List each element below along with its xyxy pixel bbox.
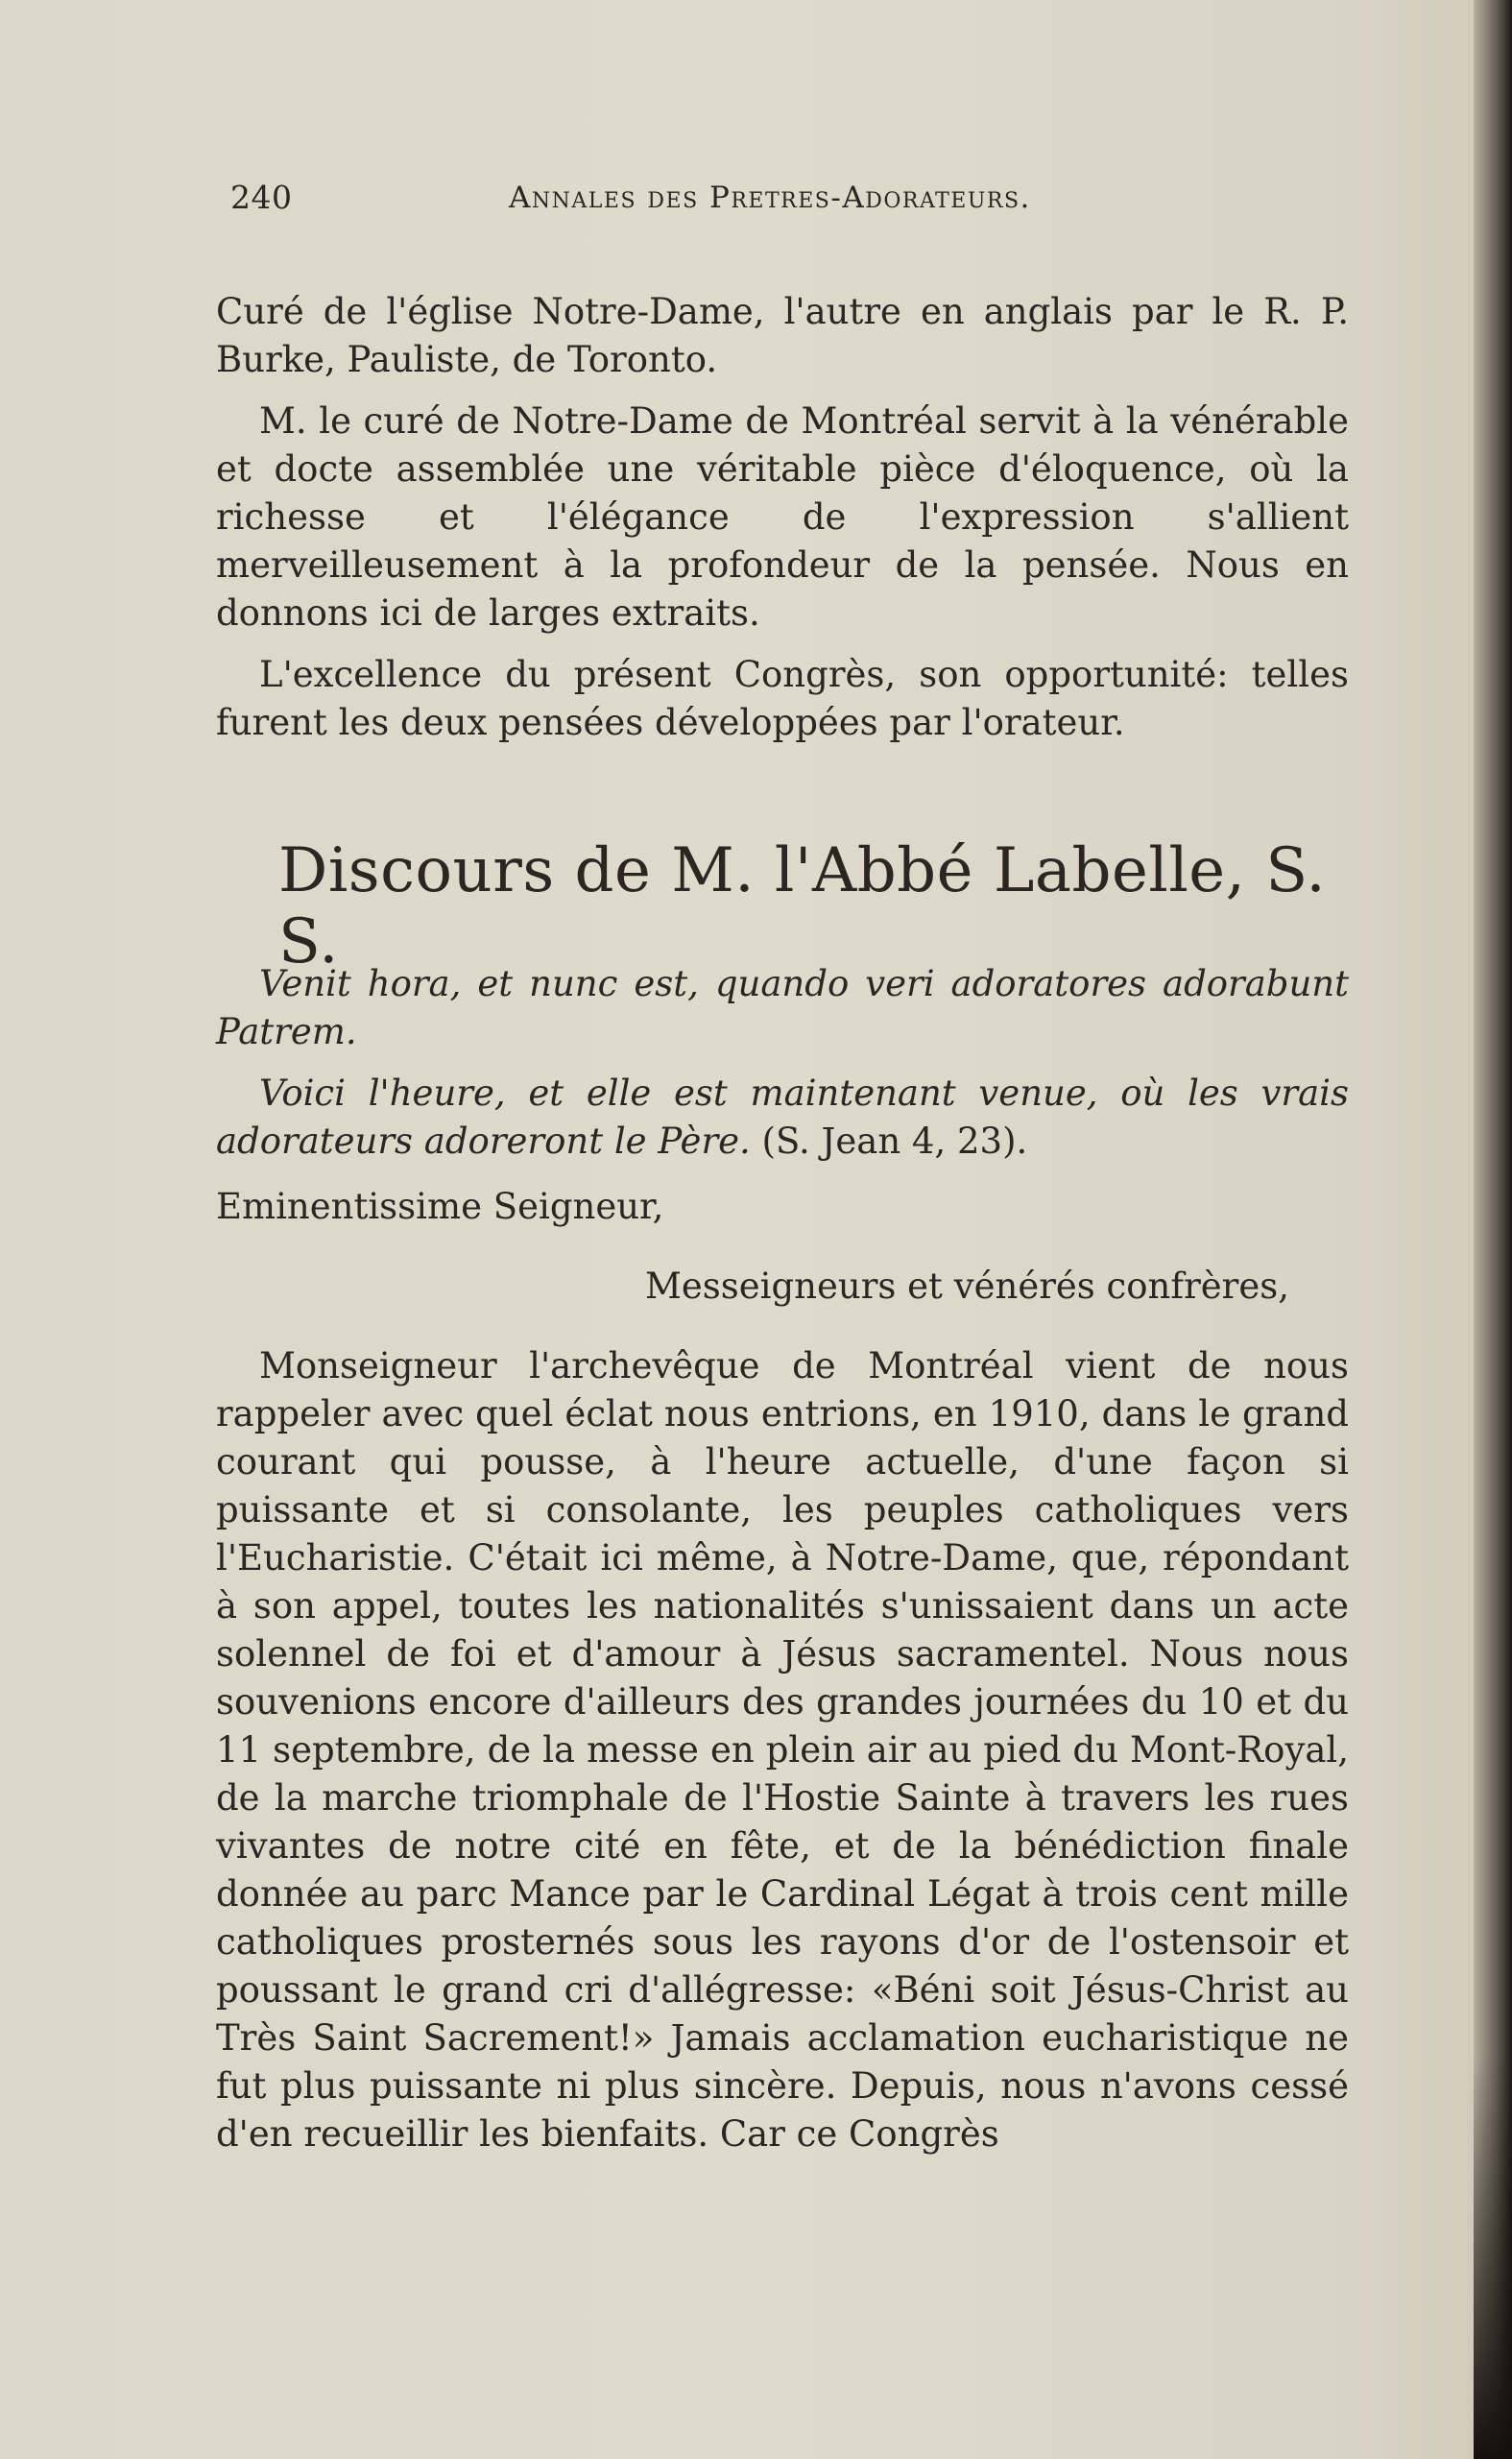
intro-paragraph: L'excellence du présent Congrès, son opportunité: telles furent les deux pensées développées par l'orateur. [216, 654, 1349, 743]
section-heading: Discours de M. l'Abbé Labelle, S. S. [278, 835, 1327, 977]
epigraph-latin: Venit hora, et nunc est, quando veri adoratores adorabunt Patrem. [216, 963, 1349, 1052]
intro-paragraph: Curé de l'église Notre-Dame, l'autre en anglais par le R. P. Burke, Pauliste, de Toronto. [216, 291, 1349, 380]
main-paragraph: Monseigneur l'archevêque de Montréal vient de nous rappeler avec quel éclat nous entrions, en 1910, dans le grand courant qui pousse, à l'heure actuelle, d'une façon si puissante et si consolante, les peuples catholiques vers l'Eucharistie. C'était ici même, à Notre-Dame, que, répondant à son appel, toutes les nationalités s'unissaient dans un acte solennel de foi et d'amour à Jésus sacramentel. Nous nous souvenions encore d'ailleurs des grandes journées du 10 et du 11 septembre, de la messe en plein air au pied du Mont-Royal, de la marche triomphale de l'Hostie Sainte à travers les rues vivantes de notre cité en fête, et de la bénédiction finale donnée au parc Mance par le Cardinal Légat à trois cent mille catholiques prosternés sous les rayons d'or de l'ostensoir et poussant le grand cri d'allégresse: «Béni soit Jésus-Christ au Très Saint Sacrement!» Jamais acclamation eucharistique ne fut plus puissante ni plus sincère. Depuis, nous n'avons cessé d'en recueillir les bienfaits. Car ce Congrès [216, 1345, 1349, 2155]
main-text [216, 1342, 1349, 2158]
running-title: Annales des Pretres-Adorateurs. [509, 181, 1031, 215]
page-number: 240 [230, 179, 293, 216]
intro-paragraph: M. le curé de Notre-Dame de Montréal servit à la vénérable et docte assemblée une véritable pièce d'éloquence, où la richesse et l'élégance de l'expression s'allient merveilleusement à la profondeur de la pensée. Nous en donnons ici de larges extraits. [216, 400, 1349, 634]
salutation-line-1: Eminentissime Seigneur, [216, 1186, 664, 1227]
book-spine-dark-corner [1474, 2056, 1512, 2459]
epigraph-french-text: Voici l'heure, et elle est maintenant venue, où les vrais adorateurs adoreront le Père. [216, 1073, 1349, 1162]
epigraph-french [216, 1070, 1349, 1166]
epigraph-reference: (S. Jean 4, 23). [750, 1121, 1028, 1162]
intro-section [216, 288, 1349, 747]
page-header [230, 173, 1363, 230]
salutation-line-2: Messeigneurs et vénérés confrères, [645, 1266, 1289, 1307]
epigraph [216, 960, 1349, 1166]
